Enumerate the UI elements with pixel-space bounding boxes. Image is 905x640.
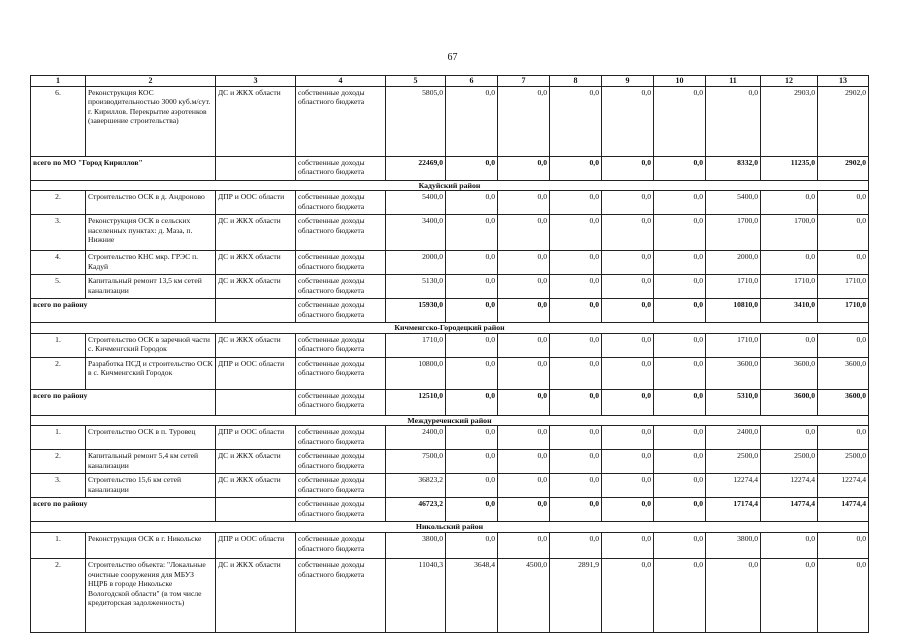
amount-cell: 0,0 — [446, 299, 498, 323]
funding-source: собственные доходы областного бюджета — [296, 450, 386, 474]
amount-cell: 0,0 — [654, 299, 706, 323]
amount-cell: 0,0 — [602, 389, 654, 415]
amount-cell: 0,0 — [446, 357, 498, 389]
amount-cell: 0,0 — [550, 275, 602, 299]
district-name: Кадуйский район — [31, 180, 869, 191]
column-number-header: 13 — [818, 76, 869, 87]
table-row — [31, 275, 869, 299]
amount-cell: 0,0 — [654, 275, 706, 299]
amount-cell: 0,0 — [446, 474, 498, 498]
amount-cell: 7500,0 — [386, 450, 446, 474]
funding-source: собственные доходы областного бюджета — [296, 532, 386, 558]
amount-cell: 46723,2 — [386, 498, 446, 522]
amount-cell: 0,0 — [498, 450, 550, 474]
amount-cell: 0,0 — [654, 426, 706, 450]
amount-cell: 3800,0 — [706, 532, 761, 558]
amount-cell: 0,0 — [761, 251, 818, 275]
district-name: Междуреченский район — [31, 415, 869, 426]
responsible-department: ДС и ЖКХ области — [216, 474, 296, 498]
responsible-department: ДПР и ООС области — [216, 532, 296, 558]
project-name: Реконструкция КОС производительностью 3000 куб.м/сут. г. Кириллов. Перекрытие аэротенков (завершение строительства) — [86, 86, 216, 156]
amount-cell: 0,0 — [654, 86, 706, 156]
responsible-department: ДС и ЖКХ области — [216, 215, 296, 251]
amount-cell: 0,0 — [602, 474, 654, 498]
responsible-department — [216, 498, 296, 522]
amount-cell: 0,0 — [602, 450, 654, 474]
column-number-header: 10 — [654, 76, 706, 87]
amount-cell: 1710,0 — [386, 333, 446, 357]
amount-cell: 0,0 — [498, 215, 550, 251]
amount-cell: 3600,0 — [761, 357, 818, 389]
funding-source: собственные доходы областного бюджета — [296, 357, 386, 389]
amount-cell: 0,0 — [602, 426, 654, 450]
funding-source: собственные доходы областного бюджета — [296, 275, 386, 299]
total-label: всего по району — [31, 498, 216, 522]
amount-cell: 0,0 — [498, 333, 550, 357]
amount-cell: 0,0 — [761, 558, 818, 632]
amount-cell: 3400,0 — [386, 215, 446, 251]
amount-cell: 2000,0 — [386, 251, 446, 275]
amount-cell: 0,0 — [498, 299, 550, 323]
amount-cell: 0,0 — [550, 191, 602, 215]
amount-cell: 0,0 — [446, 191, 498, 215]
amount-cell: 0,0 — [550, 299, 602, 323]
funding-source: собственные доходы областного бюджета — [296, 156, 386, 180]
row-number: 1. — [31, 426, 86, 450]
amount-cell: 0,0 — [498, 357, 550, 389]
amount-cell: 0,0 — [706, 558, 761, 632]
amount-cell: 0,0 — [550, 333, 602, 357]
amount-cell: 0,0 — [602, 558, 654, 632]
amount-cell: 17174,4 — [706, 498, 761, 522]
amount-cell: 0,0 — [761, 426, 818, 450]
amount-cell: 0,0 — [654, 532, 706, 558]
amount-cell: 5310,0 — [706, 389, 761, 415]
amount-cell: 1710,0 — [706, 275, 761, 299]
amount-cell: 1710,0 — [818, 299, 869, 323]
amount-cell: 0,0 — [498, 532, 550, 558]
district-name: Кичменгско-Городецкий район — [31, 323, 869, 334]
table-row — [31, 215, 869, 251]
amount-cell: 0,0 — [818, 215, 869, 251]
district-header-row — [31, 522, 869, 533]
project-name: Строительство КНС мкр. ГРЭС п. Кадуй — [86, 251, 216, 275]
row-number: 3. — [31, 215, 86, 251]
amount-cell: 0,0 — [654, 191, 706, 215]
column-number-header: 1 — [31, 76, 86, 87]
column-number-header: 5 — [386, 76, 446, 87]
column-number-header: 8 — [550, 76, 602, 87]
funding-source: собственные доходы областного бюджета — [296, 251, 386, 275]
amount-cell: 36823,2 — [386, 474, 446, 498]
amount-cell: 0,0 — [602, 498, 654, 522]
responsible-department — [216, 156, 296, 180]
total-row — [31, 156, 869, 180]
amount-cell: 10800,0 — [386, 357, 446, 389]
funding-source: собственные доходы областного бюджета — [296, 191, 386, 215]
amount-cell: 5400,0 — [386, 191, 446, 215]
amount-cell: 0,0 — [498, 389, 550, 415]
responsible-department: ДС и ЖКХ области — [216, 558, 296, 632]
amount-cell: 1700,0 — [706, 215, 761, 251]
amount-cell: 0,0 — [654, 215, 706, 251]
row-number: 5. — [31, 275, 86, 299]
amount-cell: 0,0 — [550, 389, 602, 415]
amount-cell: 0,0 — [602, 251, 654, 275]
project-name: Капитальный ремонт 5,4 км сетей канализации — [86, 450, 216, 474]
total-label: всего по МО "Город Кириллов" — [31, 156, 216, 180]
amount-cell: 0,0 — [602, 215, 654, 251]
amount-cell: 0,0 — [446, 251, 498, 275]
amount-cell: 0,0 — [602, 357, 654, 389]
row-number: 1. — [31, 532, 86, 558]
row-number: 3. — [31, 474, 86, 498]
page-number: 67 — [447, 52, 458, 63]
column-number-header: 6 — [446, 76, 498, 87]
district-header-row — [31, 415, 869, 426]
amount-cell: 0,0 — [818, 532, 869, 558]
responsible-department — [216, 299, 296, 323]
table-row — [31, 426, 869, 450]
district-header-row — [31, 180, 869, 191]
responsible-department: ДС и ЖКХ области — [216, 251, 296, 275]
amount-cell: 14774,4 — [818, 498, 869, 522]
amount-cell: 0,0 — [761, 191, 818, 215]
amount-cell: 0,0 — [498, 426, 550, 450]
responsible-department: ДПР и ООС области — [216, 426, 296, 450]
amount-cell: 0,0 — [550, 532, 602, 558]
amount-cell: 4500,0 — [498, 558, 550, 632]
amount-cell: 3410,0 — [761, 299, 818, 323]
amount-cell: 0,0 — [602, 191, 654, 215]
amount-cell: 2500,0 — [761, 450, 818, 474]
amount-cell: 0,0 — [818, 251, 869, 275]
funding-source: собственные доходы областного бюджета — [296, 215, 386, 251]
table-row — [31, 357, 869, 389]
responsible-department: ДПР и ООС области — [216, 191, 296, 215]
amount-cell: 3648,4 — [446, 558, 498, 632]
amount-cell: 0,0 — [602, 275, 654, 299]
total-row — [31, 498, 869, 522]
column-number-header: 2 — [86, 76, 216, 87]
amount-cell: 10810,0 — [706, 299, 761, 323]
row-number: 4. — [31, 251, 86, 275]
project-name: Строительство ОСК в п. Туровец — [86, 426, 216, 450]
budget-table — [30, 75, 869, 633]
amount-cell: 0,0 — [654, 450, 706, 474]
amount-cell: 0,0 — [654, 333, 706, 357]
table-row — [31, 86, 869, 156]
funding-source: собственные доходы областного бюджета — [296, 498, 386, 522]
table-row — [31, 558, 869, 632]
funding-source: собственные доходы областного бюджета — [296, 333, 386, 357]
amount-cell: 0,0 — [818, 191, 869, 215]
amount-cell: 15930,0 — [386, 299, 446, 323]
amount-cell: 0,0 — [446, 498, 498, 522]
district-header-row — [31, 323, 869, 334]
column-number-header: 9 — [602, 76, 654, 87]
amount-cell: 0,0 — [446, 156, 498, 180]
row-number: 2. — [31, 450, 86, 474]
project-name: Реконструкция ОСК в сельских населенных пунктах: д. Маза, п. Нижние — [86, 215, 216, 251]
responsible-department: ДС и ЖКХ области — [216, 333, 296, 357]
amount-cell: 0,0 — [550, 215, 602, 251]
project-name: Капитальный ремонт 13,5 км сетей канализации — [86, 275, 216, 299]
amount-cell: 8332,0 — [706, 156, 761, 180]
amount-cell: 3600,0 — [818, 357, 869, 389]
amount-cell: 5805,0 — [386, 86, 446, 156]
amount-cell: 0,0 — [446, 532, 498, 558]
row-number: 6. — [31, 86, 86, 156]
project-name: Строительство 15,6 км сетей канализации — [86, 474, 216, 498]
row-number: 2. — [31, 558, 86, 632]
amount-cell: 0,0 — [498, 498, 550, 522]
funding-source: собственные доходы областного бюджета — [296, 299, 386, 323]
amount-cell: 0,0 — [498, 275, 550, 299]
amount-cell: 0,0 — [446, 450, 498, 474]
amount-cell: 0,0 — [602, 532, 654, 558]
responsible-department: ДС и ЖКХ области — [216, 450, 296, 474]
amount-cell: 2400,0 — [386, 426, 446, 450]
project-name: Строительство объекта: "Локальные очистные сооружения для МБУЗ НЦРБ в городе Никольске Вологодской области" (в том числе кредиторская задолженность) — [86, 558, 216, 632]
amount-cell: 0,0 — [446, 333, 498, 357]
amount-cell: 0,0 — [550, 86, 602, 156]
amount-cell: 0,0 — [654, 156, 706, 180]
amount-cell: 2891,9 — [550, 558, 602, 632]
amount-cell: 12510,0 — [386, 389, 446, 415]
amount-cell: 0,0 — [654, 474, 706, 498]
amount-cell: 0,0 — [498, 474, 550, 498]
amount-cell: 0,0 — [654, 498, 706, 522]
amount-cell: 14774,4 — [761, 498, 818, 522]
amount-cell: 2000,0 — [706, 251, 761, 275]
project-name: Реконструкция ОСК в г. Никольске — [86, 532, 216, 558]
total-label: всего по району — [31, 389, 216, 415]
project-name: Разработка ПСД и строительство ОСК в с. Кичменгский Городок — [86, 357, 216, 389]
amount-cell: 0,0 — [498, 251, 550, 275]
table-row — [31, 333, 869, 357]
amount-cell: 12274,4 — [818, 474, 869, 498]
amount-cell: 0,0 — [550, 450, 602, 474]
funding-source: собственные доходы областного бюджета — [296, 474, 386, 498]
amount-cell: 0,0 — [818, 558, 869, 632]
row-number: 2. — [31, 191, 86, 215]
column-number-header: 7 — [498, 76, 550, 87]
responsible-department: ДС и ЖКХ области — [216, 86, 296, 156]
amount-cell: 2903,0 — [761, 86, 818, 156]
amount-cell: 0,0 — [498, 156, 550, 180]
table-row — [31, 251, 869, 275]
amount-cell: 12274,4 — [761, 474, 818, 498]
amount-cell: 0,0 — [550, 498, 602, 522]
amount-cell: 0,0 — [706, 86, 761, 156]
total-row — [31, 299, 869, 323]
amount-cell: 0,0 — [498, 86, 550, 156]
row-number: 1. — [31, 333, 86, 357]
funding-source: собственные доходы областного бюджета — [296, 426, 386, 450]
amount-cell: 0,0 — [550, 474, 602, 498]
responsible-department: ДПР и ООС области — [216, 357, 296, 389]
header-row — [31, 76, 869, 87]
funding-source: собственные доходы областного бюджета — [296, 389, 386, 415]
amount-cell: 3600,0 — [818, 389, 869, 415]
amount-cell: 0,0 — [654, 558, 706, 632]
amount-cell: 0,0 — [761, 333, 818, 357]
amount-cell: 0,0 — [446, 426, 498, 450]
amount-cell: 22469,0 — [386, 156, 446, 180]
amount-cell: 0,0 — [550, 357, 602, 389]
amount-cell: 0,0 — [654, 389, 706, 415]
amount-cell: 0,0 — [602, 86, 654, 156]
table-row — [31, 450, 869, 474]
amount-cell: 0,0 — [602, 333, 654, 357]
column-number-header: 4 — [296, 76, 386, 87]
amount-cell: 11235,0 — [761, 156, 818, 180]
amount-cell: 1710,0 — [761, 275, 818, 299]
funding-source: собственные доходы областного бюджета — [296, 558, 386, 632]
table-row — [31, 191, 869, 215]
amount-cell: 0,0 — [446, 86, 498, 156]
table-row — [31, 532, 869, 558]
amount-cell: 3600,0 — [761, 389, 818, 415]
funding-source: собственные доходы областного бюджета — [296, 86, 386, 156]
amount-cell: 5400,0 — [706, 191, 761, 215]
amount-cell: 12274,4 — [706, 474, 761, 498]
amount-cell: 1710,0 — [706, 333, 761, 357]
amount-cell: 0,0 — [761, 532, 818, 558]
project-name: Строительство ОСК в заречной части с. Кичменгский Городок — [86, 333, 216, 357]
column-number-header: 3 — [216, 76, 296, 87]
amount-cell: 0,0 — [446, 275, 498, 299]
table-row — [31, 474, 869, 498]
amount-cell: 0,0 — [550, 251, 602, 275]
amount-cell: 0,0 — [498, 191, 550, 215]
responsible-department — [216, 389, 296, 415]
amount-cell: 0,0 — [602, 299, 654, 323]
total-label: всего по району — [31, 299, 216, 323]
responsible-department: ДС и ЖКХ области — [216, 275, 296, 299]
row-number: 2. — [31, 357, 86, 389]
amount-cell: 0,0 — [446, 215, 498, 251]
column-number-header: 11 — [706, 76, 761, 87]
amount-cell: 5130,0 — [386, 275, 446, 299]
column-number-header: 12 — [761, 76, 818, 87]
project-name: Строительство ОСК в д. Андроново — [86, 191, 216, 215]
district-name: Никольский район — [31, 522, 869, 533]
amount-cell: 2902,0 — [818, 86, 869, 156]
amount-cell: 1700,0 — [761, 215, 818, 251]
amount-cell: 0,0 — [818, 333, 869, 357]
amount-cell: 2500,0 — [706, 450, 761, 474]
amount-cell: 0,0 — [602, 156, 654, 180]
amount-cell: 3600,0 — [706, 357, 761, 389]
amount-cell: 0,0 — [654, 251, 706, 275]
amount-cell: 0,0 — [818, 426, 869, 450]
amount-cell: 2902,0 — [818, 156, 869, 180]
amount-cell: 0,0 — [654, 357, 706, 389]
total-row — [31, 389, 869, 415]
amount-cell: 0,0 — [550, 156, 602, 180]
amount-cell: 3800,0 — [386, 532, 446, 558]
amount-cell: 11040,3 — [386, 558, 446, 632]
amount-cell: 1710,0 — [818, 275, 869, 299]
amount-cell: 0,0 — [550, 426, 602, 450]
amount-cell: 2400,0 — [706, 426, 761, 450]
amount-cell: 2500,0 — [818, 450, 869, 474]
amount-cell: 0,0 — [446, 389, 498, 415]
